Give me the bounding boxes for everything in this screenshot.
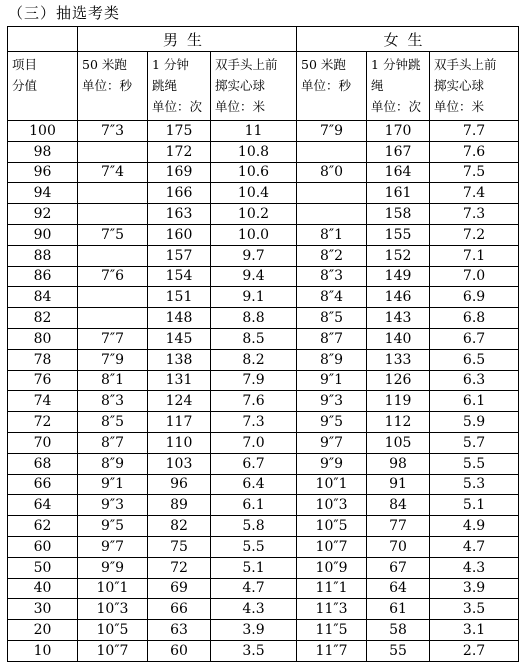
female-ball-cell: 7.5 xyxy=(430,162,519,183)
table-row xyxy=(8,474,519,495)
female-rope-cell: 133 xyxy=(367,349,430,370)
score-cell: 72 xyxy=(8,412,78,433)
male-ball-cell: 7.6 xyxy=(211,391,297,412)
female-rope-cell: 170 xyxy=(367,121,430,142)
score-cell: 78 xyxy=(8,349,78,370)
male-rope-cell: 117 xyxy=(148,412,211,433)
female-50m-cell: 10″9 xyxy=(297,557,367,578)
male-ball-cell: 8.5 xyxy=(211,328,297,349)
male-rope-cell: 103 xyxy=(148,453,211,474)
male-50m-cell: 7″4 xyxy=(78,162,148,183)
female-rope-cell: 112 xyxy=(367,412,430,433)
table-row xyxy=(8,266,519,287)
male-rope-cell: 63 xyxy=(148,620,211,641)
male-ball-cell: 10.4 xyxy=(211,183,297,204)
header-male-ball: 双手头上前 掷实心球 单位：米 xyxy=(211,52,297,121)
male-ball-cell: 10.6 xyxy=(211,162,297,183)
table-row xyxy=(8,578,519,599)
score-cell: 40 xyxy=(8,578,78,599)
score-cell: 100 xyxy=(8,121,78,142)
female-rope-cell: 146 xyxy=(367,287,430,308)
male-rope-cell: 89 xyxy=(148,495,211,516)
score-cell: 30 xyxy=(8,599,78,620)
female-rope-cell: 149 xyxy=(367,266,430,287)
score-cell: 62 xyxy=(8,516,78,537)
score-cell: 80 xyxy=(8,328,78,349)
male-50m-cell: 9″1 xyxy=(78,474,148,495)
male-50m-cell: 7″3 xyxy=(78,121,148,142)
female-ball-cell: 7.1 xyxy=(430,245,519,266)
male-50m-cell: 10″1 xyxy=(78,578,148,599)
male-ball-cell: 7.0 xyxy=(211,432,297,453)
female-ball-cell: 7.2 xyxy=(430,224,519,245)
female-rope-cell: 119 xyxy=(367,391,430,412)
score-cell: 88 xyxy=(8,245,78,266)
female-ball-cell: 7.3 xyxy=(430,204,519,225)
male-ball-cell: 10.2 xyxy=(211,204,297,225)
female-50m-cell: 7″9 xyxy=(297,121,367,142)
score-cell: 74 xyxy=(8,391,78,412)
male-group-header: 男生 xyxy=(78,27,297,52)
score-cell: 20 xyxy=(8,620,78,641)
table-row xyxy=(8,370,519,391)
male-ball-cell: 4.7 xyxy=(211,578,297,599)
female-ball-cell: 5.1 xyxy=(430,495,519,516)
female-50m-cell: 11″1 xyxy=(297,578,367,599)
header-male-50m: 50 米跑 单位：秒 xyxy=(78,52,148,121)
female-rope-cell: 105 xyxy=(367,432,430,453)
table-row xyxy=(8,516,519,537)
male-rope-cell: 160 xyxy=(148,224,211,245)
score-cell: 66 xyxy=(8,474,78,495)
female-rope-cell: 70 xyxy=(367,536,430,557)
female-ball-cell: 3.1 xyxy=(430,620,519,641)
female-rope-cell: 84 xyxy=(367,495,430,516)
female-50m-cell: 10″5 xyxy=(297,516,367,537)
male-rope-cell: 66 xyxy=(148,599,211,620)
male-ball-cell: 10.0 xyxy=(211,224,297,245)
female-ball-cell: 6.9 xyxy=(430,287,519,308)
female-ball-cell: 7.4 xyxy=(430,183,519,204)
female-50m-cell: 9″9 xyxy=(297,453,367,474)
table-row xyxy=(8,391,519,412)
male-ball-cell: 9.1 xyxy=(211,287,297,308)
female-rope-cell: 143 xyxy=(367,308,430,329)
male-50m-cell: 7″9 xyxy=(78,349,148,370)
female-50m-cell: 8″9 xyxy=(297,349,367,370)
female-50m-cell: 11″5 xyxy=(297,620,367,641)
female-50m-cell: 8″3 xyxy=(297,266,367,287)
female-rope-cell: 167 xyxy=(367,141,430,162)
female-50m-cell xyxy=(297,141,367,162)
male-rope-cell: 154 xyxy=(148,266,211,287)
female-rope-cell: 64 xyxy=(367,578,430,599)
female-ball-cell: 5.9 xyxy=(430,412,519,433)
male-rope-cell: 148 xyxy=(148,308,211,329)
male-rope-cell: 75 xyxy=(148,536,211,557)
female-ball-cell: 7.6 xyxy=(430,141,519,162)
table-row xyxy=(8,204,519,225)
score-cell: 94 xyxy=(8,183,78,204)
female-50m-cell: 8″5 xyxy=(297,308,367,329)
table-row xyxy=(8,287,519,308)
male-rope-cell: 124 xyxy=(148,391,211,412)
female-rope-cell: 140 xyxy=(367,328,430,349)
table-row xyxy=(8,141,519,162)
male-50m-cell xyxy=(78,308,148,329)
female-rope-cell: 155 xyxy=(367,224,430,245)
male-ball-cell: 8.8 xyxy=(211,308,297,329)
male-ball-cell: 5.1 xyxy=(211,557,297,578)
score-cell: 70 xyxy=(8,432,78,453)
column-header-row xyxy=(8,52,519,121)
score-cell: 82 xyxy=(8,308,78,329)
score-cell: 96 xyxy=(8,162,78,183)
male-rope-cell: 60 xyxy=(148,640,211,661)
male-rope-cell: 172 xyxy=(148,141,211,162)
score-cell: 98 xyxy=(8,141,78,162)
table-row xyxy=(8,183,519,204)
female-50m-cell: 10″1 xyxy=(297,474,367,495)
table-row xyxy=(8,412,519,433)
table-row xyxy=(8,349,519,370)
female-50m-cell: 8″7 xyxy=(297,328,367,349)
female-rope-cell: 164 xyxy=(367,162,430,183)
female-ball-cell: 3.5 xyxy=(430,599,519,620)
table-row xyxy=(8,640,519,661)
male-ball-cell: 7.3 xyxy=(211,412,297,433)
header-female-50m: 50 米跑 单位：秒 xyxy=(297,52,367,121)
score-cell: 64 xyxy=(8,495,78,516)
male-50m-cell xyxy=(78,245,148,266)
table-row xyxy=(8,121,519,142)
score-cell: 92 xyxy=(8,204,78,225)
score-cell: 76 xyxy=(8,370,78,391)
female-50m-cell: 9″5 xyxy=(297,412,367,433)
female-50m-cell xyxy=(297,204,367,225)
female-ball-cell: 5.5 xyxy=(430,453,519,474)
male-rope-cell: 96 xyxy=(148,474,211,495)
female-50m-cell: 9″1 xyxy=(297,370,367,391)
male-50m-cell: 8″3 xyxy=(78,391,148,412)
male-50m-cell: 9″9 xyxy=(78,557,148,578)
female-ball-cell: 5.7 xyxy=(430,432,519,453)
female-ball-cell: 5.3 xyxy=(430,474,519,495)
table-row xyxy=(8,328,519,349)
female-rope-cell: 161 xyxy=(367,183,430,204)
female-50m-cell xyxy=(297,183,367,204)
male-50m-cell: 9″7 xyxy=(78,536,148,557)
male-50m-cell: 8″7 xyxy=(78,432,148,453)
male-ball-cell: 3.9 xyxy=(211,620,297,641)
male-ball-cell: 9.7 xyxy=(211,245,297,266)
table-row xyxy=(8,495,519,516)
female-rope-cell: 91 xyxy=(367,474,430,495)
male-50m-cell: 8″9 xyxy=(78,453,148,474)
female-ball-cell: 7.0 xyxy=(430,266,519,287)
male-50m-cell: 10″5 xyxy=(78,620,148,641)
female-rope-cell: 61 xyxy=(367,599,430,620)
male-ball-cell: 3.5 xyxy=(211,640,297,661)
female-50m-cell: 8″0 xyxy=(297,162,367,183)
female-ball-cell: 6.5 xyxy=(430,349,519,370)
female-50m-cell: 9″3 xyxy=(297,391,367,412)
section-title: （三）抽选考类 xyxy=(8,4,121,22)
table-row xyxy=(8,224,519,245)
table-row xyxy=(8,599,519,620)
male-rope-cell: 72 xyxy=(148,557,211,578)
table-row xyxy=(8,557,519,578)
male-50m-cell: 9″5 xyxy=(78,516,148,537)
score-cell: 86 xyxy=(8,266,78,287)
female-rope-cell: 126 xyxy=(367,370,430,391)
female-ball-cell: 2.7 xyxy=(430,640,519,661)
female-rope-cell: 67 xyxy=(367,557,430,578)
score-cell: 10 xyxy=(8,640,78,661)
male-50m-cell xyxy=(78,141,148,162)
female-rope-cell: 98 xyxy=(367,453,430,474)
female-rope-cell: 58 xyxy=(367,620,430,641)
male-ball-cell: 4.3 xyxy=(211,599,297,620)
header-female-ball: 双手头上前 掷实心球 单位：米 xyxy=(430,52,519,121)
male-ball-cell: 6.4 xyxy=(211,474,297,495)
male-50m-cell: 7″5 xyxy=(78,224,148,245)
male-50m-cell xyxy=(78,287,148,308)
female-ball-cell: 6.7 xyxy=(430,328,519,349)
table-row xyxy=(8,453,519,474)
male-ball-cell: 6.7 xyxy=(211,453,297,474)
score-cell: 68 xyxy=(8,453,78,474)
female-rope-cell: 55 xyxy=(367,640,430,661)
table-row xyxy=(8,432,519,453)
male-rope-cell: 138 xyxy=(148,349,211,370)
male-50m-cell: 10″7 xyxy=(78,640,148,661)
female-50m-cell: 11″7 xyxy=(297,640,367,661)
male-ball-cell: 5.8 xyxy=(211,516,297,537)
male-50m-cell: 9″3 xyxy=(78,495,148,516)
male-50m-cell xyxy=(78,183,148,204)
male-rope-cell: 169 xyxy=(148,162,211,183)
female-50m-cell: 8″2 xyxy=(297,245,367,266)
male-50m-cell: 10″3 xyxy=(78,599,148,620)
header-item-score: 项目 分值 xyxy=(8,52,78,121)
female-50m-cell: 10″7 xyxy=(297,536,367,557)
female-rope-cell: 77 xyxy=(367,516,430,537)
male-ball-cell: 9.4 xyxy=(211,266,297,287)
female-ball-cell: 4.9 xyxy=(430,516,519,537)
table-row xyxy=(8,308,519,329)
male-ball-cell: 5.5 xyxy=(211,536,297,557)
female-ball-cell: 4.7 xyxy=(430,536,519,557)
male-50m-cell xyxy=(78,204,148,225)
female-rope-cell: 152 xyxy=(367,245,430,266)
female-50m-cell: 11″3 xyxy=(297,599,367,620)
female-ball-cell: 6.8 xyxy=(430,308,519,329)
score-cell: 84 xyxy=(8,287,78,308)
header-female-rope: 1 分钟跳 绳 单位：次 xyxy=(367,52,430,121)
female-ball-cell: 4.3 xyxy=(430,557,519,578)
female-ball-cell: 6.3 xyxy=(430,370,519,391)
female-ball-cell: 6.1 xyxy=(430,391,519,412)
male-rope-cell: 82 xyxy=(148,516,211,537)
male-rope-cell: 110 xyxy=(148,432,211,453)
male-rope-cell: 145 xyxy=(148,328,211,349)
male-50m-cell: 8″5 xyxy=(78,412,148,433)
male-rope-cell: 166 xyxy=(148,183,211,204)
table-row xyxy=(8,245,519,266)
score-cell: 90 xyxy=(8,224,78,245)
male-50m-cell: 8″1 xyxy=(78,370,148,391)
female-ball-cell: 3.9 xyxy=(430,578,519,599)
female-50m-cell: 10″3 xyxy=(297,495,367,516)
table-row xyxy=(8,162,519,183)
male-ball-cell: 7.9 xyxy=(211,370,297,391)
group-header-row xyxy=(8,27,519,52)
male-ball-cell: 8.2 xyxy=(211,349,297,370)
score-table xyxy=(7,26,519,662)
male-ball-cell: 6.1 xyxy=(211,495,297,516)
male-rope-cell: 151 xyxy=(148,287,211,308)
table-row xyxy=(8,620,519,641)
male-50m-cell: 7″7 xyxy=(78,328,148,349)
female-ball-cell: 7.7 xyxy=(430,121,519,142)
male-rope-cell: 131 xyxy=(148,370,211,391)
female-50m-cell: 9″7 xyxy=(297,432,367,453)
male-ball-cell: 11 xyxy=(211,121,297,142)
male-50m-cell: 7″6 xyxy=(78,266,148,287)
male-ball-cell: 10.8 xyxy=(211,141,297,162)
table-row xyxy=(8,536,519,557)
female-50m-cell: 8″4 xyxy=(297,287,367,308)
score-cell: 60 xyxy=(8,536,78,557)
male-rope-cell: 163 xyxy=(148,204,211,225)
corner-cell xyxy=(8,27,78,52)
score-cell: 50 xyxy=(8,557,78,578)
male-rope-cell: 175 xyxy=(148,121,211,142)
female-rope-cell: 158 xyxy=(367,204,430,225)
female-50m-cell: 8″1 xyxy=(297,224,367,245)
male-rope-cell: 69 xyxy=(148,578,211,599)
female-group-header: 女生 xyxy=(297,27,519,52)
header-male-rope: 1 分钟 跳绳 单位：次 xyxy=(148,52,211,121)
male-rope-cell: 157 xyxy=(148,245,211,266)
